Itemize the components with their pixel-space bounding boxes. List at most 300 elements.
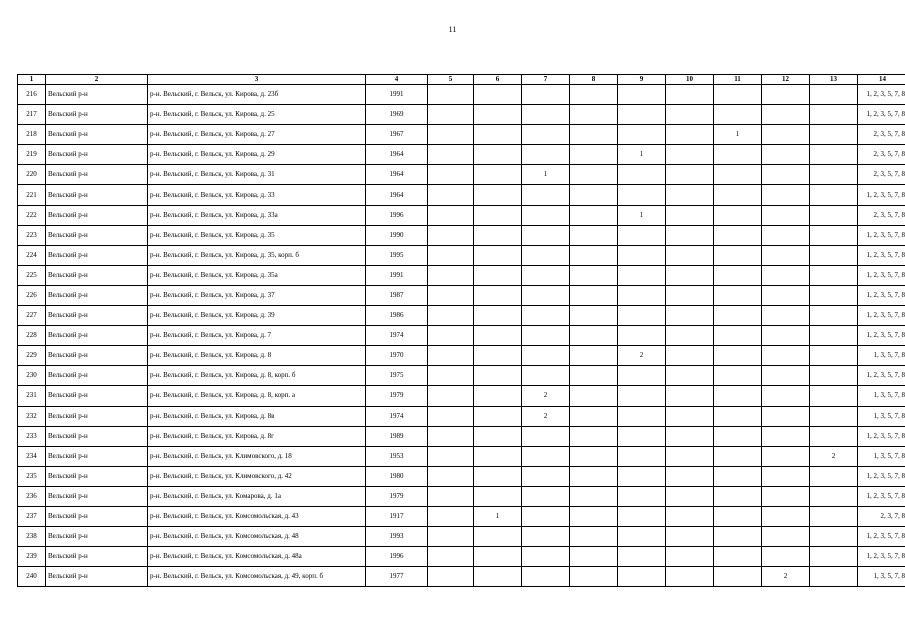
year-cell: 1917: [366, 506, 428, 526]
table-row: [18, 125, 905, 145]
column-11-cell: [714, 285, 762, 305]
column-6-cell: [474, 446, 522, 466]
year-cell: 1964: [366, 185, 428, 205]
column-10-cell: [666, 446, 714, 466]
column-11-cell: [714, 527, 762, 547]
column-6-cell: [474, 205, 522, 225]
column-9-cell: [618, 446, 666, 466]
codes-cell: 2, 3, 5, 7, 8: [858, 205, 905, 225]
column-12-cell: [762, 547, 810, 567]
row-number-cell: 237: [18, 506, 46, 526]
column-13-cell: [810, 165, 858, 185]
column-13-cell: [810, 547, 858, 567]
column-8-cell: [570, 85, 618, 105]
column-5-cell: [428, 105, 474, 125]
codes-cell: 1, 2, 3, 5, 7, 8: [858, 105, 905, 125]
column-12-cell: [762, 426, 810, 446]
column-9-cell: [618, 466, 666, 486]
column-header-9: 9: [618, 75, 666, 85]
column-6-cell: [474, 125, 522, 145]
codes-cell: 1, 2, 3, 5, 7, 8: [858, 185, 905, 205]
district-cell: Вельский р-н: [46, 145, 148, 165]
table-row: [18, 165, 905, 185]
column-12-cell: [762, 85, 810, 105]
district-cell: Вельский р-н: [46, 165, 148, 185]
column-5-cell: [428, 547, 474, 567]
column-13-cell: [810, 245, 858, 265]
column-6-cell: [474, 285, 522, 305]
column-12-cell: [762, 366, 810, 386]
column-12-cell: [762, 245, 810, 265]
column-5-cell: [428, 185, 474, 205]
column-10-cell: [666, 225, 714, 245]
column-8-cell: [570, 265, 618, 285]
address-cell: р-н. Вельский, г. Вельск, ул. Кирова, д. 8, корп. а: [148, 386, 366, 406]
column-8-cell: [570, 446, 618, 466]
column-5-cell: [428, 426, 474, 446]
row-number-cell: 223: [18, 225, 46, 245]
column-6-cell: [474, 185, 522, 205]
column-5-cell: [428, 366, 474, 386]
address-cell: р-н. Вельский, г. Вельск, ул. Кирова, д. 7: [148, 326, 366, 346]
column-8-cell: [570, 105, 618, 125]
codes-cell: 1, 2, 3, 5, 7, 8: [858, 265, 905, 285]
column-header-7: 7: [522, 75, 570, 85]
column-13-cell: [810, 466, 858, 486]
column-7-cell: [522, 527, 570, 547]
district-cell: Вельский р-н: [46, 125, 148, 145]
year-cell: 1970: [366, 346, 428, 366]
row-number-cell: 232: [18, 406, 46, 426]
column-13-cell: [810, 265, 858, 285]
address-cell: р-н. Вельский, г. Вельск, ул. Кирова, д. 35а: [148, 265, 366, 285]
page-number: 11: [448, 25, 457, 34]
column-6-cell: [474, 386, 522, 406]
district-cell: Вельский р-н: [46, 105, 148, 125]
column-8-cell: [570, 547, 618, 567]
column-header-8: 8: [570, 75, 618, 85]
column-9-cell: [618, 225, 666, 245]
codes-cell: 1, 2, 3, 5, 7, 8: [858, 547, 905, 567]
column-10-cell: [666, 426, 714, 446]
column-7-cell: 1: [522, 165, 570, 185]
column-10-cell: [666, 547, 714, 567]
column-12-cell: [762, 506, 810, 526]
column-10-cell: [666, 346, 714, 366]
column-9-cell: [618, 326, 666, 346]
column-header-12: 12: [762, 75, 810, 85]
table-row: [18, 486, 905, 506]
column-12-cell: [762, 486, 810, 506]
row-number-cell: 221: [18, 185, 46, 205]
district-cell: Вельский р-н: [46, 285, 148, 305]
year-cell: 1991: [366, 85, 428, 105]
address-cell: р-н. Вельский, г. Вельск, ул. Кирова, д. 8: [148, 346, 366, 366]
codes-cell: 1, 2, 3, 5, 7, 8: [858, 245, 905, 265]
codes-cell: 2, 3, 7, 8: [858, 506, 905, 526]
table-row: [18, 567, 905, 587]
column-9-cell: 1: [618, 205, 666, 225]
codes-cell: 1, 3, 5, 7, 8: [858, 567, 905, 587]
column-header-10: 10: [666, 75, 714, 85]
column-8-cell: [570, 426, 618, 446]
address-cell: р-н. Вельский, г. Вельск, ул. Кирова, д. 35, корп. б: [148, 245, 366, 265]
district-cell: Вельский р-н: [46, 366, 148, 386]
column-11-cell: [714, 426, 762, 446]
row-number-cell: 228: [18, 326, 46, 346]
codes-cell: 1, 2, 3, 5, 7, 8: [858, 326, 905, 346]
column-7-cell: [522, 506, 570, 526]
district-cell: Вельский р-н: [46, 306, 148, 326]
district-cell: Вельский р-н: [46, 346, 148, 366]
column-12-cell: [762, 527, 810, 547]
column-8-cell: [570, 527, 618, 547]
codes-cell: 1, 2, 3, 5, 7, 8: [858, 486, 905, 506]
column-6-cell: [474, 366, 522, 386]
column-header-4: 4: [366, 75, 428, 85]
address-cell: р-н. Вельский, г. Вельск, ул. Кирова, д. 8, корп. б: [148, 366, 366, 386]
address-cell: р-н. Вельский, г. Вельск, ул. Комсомольская, д. 49, корп. б: [148, 567, 366, 587]
column-9-cell: [618, 527, 666, 547]
column-9-cell: [618, 265, 666, 285]
address-cell: р-н. Вельский, г. Вельск, ул. Кирова, д. 31: [148, 165, 366, 185]
address-cell: р-н. Вельский, г. Вельск, ул. Комарова, д. 1а: [148, 486, 366, 506]
year-cell: 1979: [366, 486, 428, 506]
column-11-cell: [714, 245, 762, 265]
table-row: [18, 446, 905, 466]
district-cell: Вельский р-н: [46, 527, 148, 547]
table-row: [18, 527, 905, 547]
column-13-cell: [810, 346, 858, 366]
column-12-cell: [762, 346, 810, 366]
column-13-cell: [810, 406, 858, 426]
column-6-cell: [474, 346, 522, 366]
row-number-cell: 239: [18, 547, 46, 567]
column-7-cell: 2: [522, 386, 570, 406]
table-row: [18, 245, 905, 265]
column-11-cell: 1: [714, 125, 762, 145]
row-number-cell: 216: [18, 85, 46, 105]
housing-registry-table: [17, 74, 905, 587]
column-6-cell: [474, 406, 522, 426]
address-cell: р-н. Вельский, г. Вельск, ул. Кирова, д. 33а: [148, 205, 366, 225]
column-7-cell: [522, 185, 570, 205]
column-5-cell: [428, 346, 474, 366]
year-cell: 1986: [366, 306, 428, 326]
year-cell: 1996: [366, 547, 428, 567]
column-13-cell: [810, 506, 858, 526]
column-13-cell: [810, 386, 858, 406]
column-7-cell: [522, 205, 570, 225]
column-13-cell: 2: [810, 446, 858, 466]
address-cell: р-н. Вельский, г. Вельск, ул. Кирова, д. 8в: [148, 406, 366, 426]
column-10-cell: [666, 486, 714, 506]
column-13-cell: [810, 205, 858, 225]
column-11-cell: [714, 265, 762, 285]
column-10-cell: [666, 265, 714, 285]
table-header-row: [18, 75, 905, 85]
codes-cell: 1, 2, 3, 5, 7, 8: [858, 527, 905, 547]
column-header-2: 2: [46, 75, 148, 85]
column-13-cell: [810, 85, 858, 105]
column-5-cell: [428, 406, 474, 426]
column-11-cell: [714, 85, 762, 105]
codes-cell: 1, 2, 3, 5, 7, 8: [858, 466, 905, 486]
column-7-cell: [522, 346, 570, 366]
column-8-cell: [570, 406, 618, 426]
column-11-cell: [714, 225, 762, 245]
column-8-cell: [570, 245, 618, 265]
column-10-cell: [666, 567, 714, 587]
year-cell: 1993: [366, 527, 428, 547]
column-5-cell: [428, 506, 474, 526]
column-9-cell: [618, 486, 666, 506]
column-5-cell: [428, 306, 474, 326]
column-8-cell: [570, 466, 618, 486]
year-cell: 1967: [366, 125, 428, 145]
column-11-cell: [714, 366, 762, 386]
codes-cell: 1, 2, 3, 5, 7, 8: [858, 85, 905, 105]
year-cell: 1977: [366, 567, 428, 587]
row-number-cell: 238: [18, 527, 46, 547]
row-number-cell: 217: [18, 105, 46, 125]
column-6-cell: 1: [474, 506, 522, 526]
column-8-cell: [570, 306, 618, 326]
column-10-cell: [666, 527, 714, 547]
column-5-cell: [428, 125, 474, 145]
column-5-cell: [428, 567, 474, 587]
column-9-cell: 2: [618, 346, 666, 366]
year-cell: 1987: [366, 285, 428, 305]
column-7-cell: [522, 567, 570, 587]
district-cell: Вельский р-н: [46, 245, 148, 265]
column-5-cell: [428, 145, 474, 165]
table-row: [18, 306, 905, 326]
table-row: [18, 366, 905, 386]
column-7-cell: [522, 366, 570, 386]
column-6-cell: [474, 145, 522, 165]
column-7-cell: [522, 105, 570, 125]
column-7-cell: [522, 326, 570, 346]
address-cell: р-н. Вельский, г. Вельск, ул. Кирова, д. 8г: [148, 426, 366, 446]
column-11-cell: [714, 386, 762, 406]
column-10-cell: [666, 105, 714, 125]
column-header-6: 6: [474, 75, 522, 85]
column-12-cell: [762, 125, 810, 145]
column-13-cell: [810, 105, 858, 125]
column-9-cell: 1: [618, 145, 666, 165]
column-9-cell: [618, 105, 666, 125]
row-number-cell: 240: [18, 567, 46, 587]
address-cell: р-н. Вельский, г. Вельск, ул. Климовского, д. 42: [148, 466, 366, 486]
table-row: [18, 205, 905, 225]
table-row: [18, 386, 905, 406]
table-row: [18, 185, 905, 205]
column-10-cell: [666, 85, 714, 105]
column-12-cell: [762, 446, 810, 466]
column-9-cell: [618, 406, 666, 426]
column-11-cell: [714, 506, 762, 526]
column-11-cell: [714, 165, 762, 185]
column-10-cell: [666, 245, 714, 265]
codes-cell: 2, 3, 5, 7, 8: [858, 125, 905, 145]
table-body: [18, 85, 905, 587]
column-6-cell: [474, 466, 522, 486]
column-8-cell: [570, 366, 618, 386]
column-11-cell: [714, 466, 762, 486]
column-9-cell: [618, 165, 666, 185]
column-9-cell: [618, 426, 666, 446]
address-cell: р-н. Вельский, г. Вельск, ул. Комсомольская, д. 48а: [148, 547, 366, 567]
column-9-cell: [618, 386, 666, 406]
column-10-cell: [666, 145, 714, 165]
row-number-cell: 233: [18, 426, 46, 446]
column-5-cell: [428, 326, 474, 346]
column-header-1: 1: [18, 75, 46, 85]
column-8-cell: [570, 386, 618, 406]
column-7-cell: [522, 466, 570, 486]
column-11-cell: [714, 326, 762, 346]
column-7-cell: [522, 426, 570, 446]
address-cell: р-н. Вельский, г. Вельск, ул. Кирова, д. 29: [148, 145, 366, 165]
district-cell: Вельский р-н: [46, 406, 148, 426]
district-cell: Вельский р-н: [46, 486, 148, 506]
column-13-cell: [810, 486, 858, 506]
address-cell: р-н. Вельский, г. Вельск, ул. Комсомольская, д. 48: [148, 527, 366, 547]
row-number-cell: 222: [18, 205, 46, 225]
column-6-cell: [474, 265, 522, 285]
row-number-cell: 224: [18, 245, 46, 265]
column-5-cell: [428, 466, 474, 486]
column-13-cell: [810, 125, 858, 145]
table-row: [18, 506, 905, 526]
row-number-cell: 231: [18, 386, 46, 406]
column-13-cell: [810, 306, 858, 326]
column-11-cell: [714, 486, 762, 506]
column-10-cell: [666, 466, 714, 486]
column-12-cell: [762, 145, 810, 165]
year-cell: 1991: [366, 265, 428, 285]
address-cell: р-н. Вельский, г. Вельск, ул. Кирова, д. 37: [148, 285, 366, 305]
row-number-cell: 219: [18, 145, 46, 165]
column-7-cell: [522, 225, 570, 245]
column-7-cell: [522, 85, 570, 105]
district-cell: Вельский р-н: [46, 205, 148, 225]
column-11-cell: [714, 105, 762, 125]
column-9-cell: [618, 125, 666, 145]
column-8-cell: [570, 567, 618, 587]
column-9-cell: [618, 567, 666, 587]
column-8-cell: [570, 346, 618, 366]
column-13-cell: [810, 326, 858, 346]
district-cell: Вельский р-н: [46, 85, 148, 105]
column-6-cell: [474, 245, 522, 265]
year-cell: 1979: [366, 386, 428, 406]
column-7-cell: [522, 285, 570, 305]
codes-cell: 1, 2, 3, 5, 7, 8: [858, 285, 905, 305]
year-cell: 1953: [366, 446, 428, 466]
row-number-cell: 225: [18, 265, 46, 285]
table-row: [18, 406, 905, 426]
table-row: [18, 105, 905, 125]
column-11-cell: [714, 446, 762, 466]
column-6-cell: [474, 547, 522, 567]
column-13-cell: [810, 527, 858, 547]
column-12-cell: [762, 306, 810, 326]
year-cell: 1974: [366, 406, 428, 426]
column-header-13: 13: [810, 75, 858, 85]
district-cell: Вельский р-н: [46, 265, 148, 285]
address-cell: р-н. Вельский, г. Вельск, ул. Климовского, д. 18: [148, 446, 366, 466]
column-9-cell: [618, 366, 666, 386]
column-12-cell: [762, 386, 810, 406]
column-8-cell: [570, 486, 618, 506]
year-cell: 1975: [366, 366, 428, 386]
district-cell: Вельский р-н: [46, 386, 148, 406]
column-9-cell: [618, 306, 666, 326]
column-8-cell: [570, 205, 618, 225]
district-cell: Вельский р-н: [46, 567, 148, 587]
column-7-cell: [522, 306, 570, 326]
column-12-cell: [762, 105, 810, 125]
column-12-cell: [762, 165, 810, 185]
table-row: [18, 225, 905, 245]
column-10-cell: [666, 306, 714, 326]
column-12-cell: [762, 285, 810, 305]
column-10-cell: [666, 185, 714, 205]
year-cell: 1990: [366, 225, 428, 245]
column-5-cell: [428, 386, 474, 406]
column-6-cell: [474, 306, 522, 326]
column-11-cell: [714, 185, 762, 205]
address-cell: р-н. Вельский, г. Вельск, ул. Кирова, д. 33: [148, 185, 366, 205]
column-5-cell: [428, 285, 474, 305]
column-13-cell: [810, 366, 858, 386]
row-number-cell: 229: [18, 346, 46, 366]
column-9-cell: [618, 245, 666, 265]
table-row: [18, 85, 905, 105]
column-12-cell: [762, 406, 810, 426]
codes-cell: 1, 2, 3, 5, 7, 8: [858, 366, 905, 386]
column-5-cell: [428, 527, 474, 547]
column-13-cell: [810, 225, 858, 245]
column-11-cell: [714, 205, 762, 225]
column-7-cell: [522, 486, 570, 506]
codes-cell: 2, 3, 5, 7, 8: [858, 145, 905, 165]
column-8-cell: [570, 285, 618, 305]
column-11-cell: [714, 346, 762, 366]
codes-cell: 1, 3, 5, 7, 8: [858, 446, 905, 466]
address-cell: р-н. Вельский, г. Вельск, ул. Кирова, д. 39: [148, 306, 366, 326]
codes-cell: 1, 2, 3, 5, 7, 8: [858, 426, 905, 446]
column-6-cell: [474, 426, 522, 446]
district-cell: Вельский р-н: [46, 426, 148, 446]
column-5-cell: [428, 205, 474, 225]
column-13-cell: [810, 567, 858, 587]
column-6-cell: [474, 326, 522, 346]
column-header-3: 3: [148, 75, 366, 85]
column-7-cell: [522, 547, 570, 567]
column-5-cell: [428, 245, 474, 265]
codes-cell: 1, 3, 5, 7, 8: [858, 346, 905, 366]
address-cell: р-н. Вельский, г. Вельск, ул. Кирова, д. 23б: [148, 85, 366, 105]
column-11-cell: [714, 567, 762, 587]
column-13-cell: [810, 145, 858, 165]
row-number-cell: 227: [18, 306, 46, 326]
column-header-5: 5: [428, 75, 474, 85]
column-6-cell: [474, 85, 522, 105]
column-12-cell: 2: [762, 567, 810, 587]
